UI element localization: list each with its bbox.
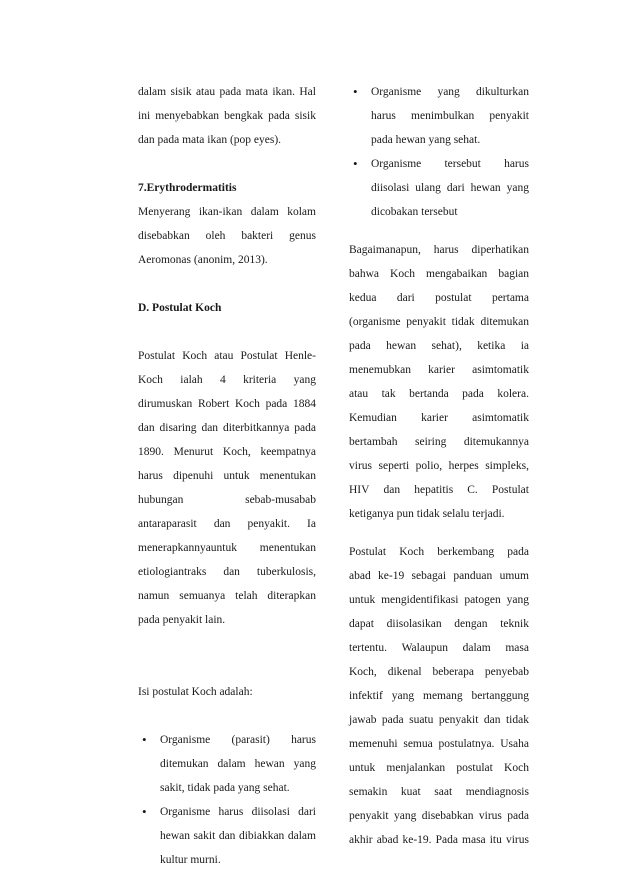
text-line: • Organisme harus diisolasi dari	[160, 806, 316, 818]
text-line: harus menimbulkan penyakit	[371, 110, 529, 122]
paragraph-postulat-berkembang	[349, 540, 529, 852]
text-line: • Organisme yang dikulturkan	[371, 86, 529, 98]
text-line: pada penyakit lain.	[138, 614, 226, 626]
paragraph-bagaimanapun	[349, 238, 529, 526]
list-item	[349, 80, 529, 152]
text-line: HIV dan hepatitis C. Postulat	[349, 484, 529, 496]
text-line: dirumuskan Robert Koch pada 1884	[138, 398, 316, 410]
text-line: dalam sisik atau pada mata ikan. Hal	[138, 86, 316, 98]
text-line: untuk mengidentifikasi patogen yang	[349, 594, 529, 606]
text-line: dapat diisolasikan dengan teknik	[349, 618, 529, 630]
text-line: sakit, tidak pada yang sehat.	[160, 782, 290, 794]
text-line: • Organisme tersebut harus	[371, 158, 529, 170]
text-line: Postulat Koch berkembang pada	[349, 546, 529, 558]
text-line: disebabkan oleh bakteri genus	[138, 230, 316, 242]
text-line: ditemukan dalam hewan yang	[160, 758, 316, 770]
text-line: bertambah seiring ditemukannya	[349, 436, 529, 448]
text-line: tertentu. Walaupun dalam masa	[349, 642, 529, 654]
text-line: ketiganya pun tidak selalu terjadi.	[349, 508, 505, 520]
text-line: Bagaimanapun, harus diperhatikan	[349, 244, 529, 256]
heading-postulat-koch: D. Postulat Koch	[138, 302, 222, 314]
text-line: semakin kuat saat mendiagnosis	[349, 786, 529, 798]
list-item	[138, 800, 316, 872]
text-line: Aeromonas (anonim, 2013).	[138, 254, 268, 266]
text-line: 1890. Menurut Koch, keempatnya	[138, 446, 316, 458]
text-line: Koch, dikenal beberapa penyebab	[349, 666, 529, 678]
text-line: dan disaring dan diterbitkannya pada	[138, 422, 316, 434]
postulate-list-continued	[349, 80, 529, 224]
text-line: dicobakan tersebut	[371, 206, 458, 218]
text-line: Koch ialah 4 kriteria yang	[138, 374, 316, 386]
paragraph-postulat-koch	[138, 344, 316, 632]
text-line: Postulat Koch atau Postulat Henle-	[138, 350, 316, 362]
text-line: ini menyebabkan bengkak pada sisik	[138, 110, 316, 122]
right-column	[349, 80, 529, 852]
text-line: penyakit yang disebabkan virus pada	[349, 810, 529, 822]
text-line: virus seperti polio, herpes simpleks,	[349, 460, 529, 472]
text-line: menerapkannyauntuk menentukan	[138, 542, 316, 554]
text-line: menemubkan karier asimtomatik	[349, 364, 529, 376]
paragraph-erythrodermatitis	[138, 200, 316, 272]
text-line: • Organisme (parasit) harus	[160, 734, 316, 746]
postulate-list	[138, 728, 316, 872]
text-line: pada hewan yang sehat.	[371, 134, 481, 146]
text-line: memenuhi semua postulatnya. Usaha	[349, 738, 529, 750]
list-item	[138, 728, 316, 800]
text-line: harus dipenuhi untuk menentukan	[138, 470, 316, 482]
text-line: etiologiantraks dan tuberkulosis,	[138, 566, 316, 578]
heading-erythrodermatitis: 7.Erythrodermatitis	[138, 182, 237, 194]
text-line: kedua dari postulat pertama	[349, 292, 529, 304]
text-line: namun semuanya telah diterapkan	[138, 590, 316, 602]
postulate-intro: Isi postulat Koch adalah:	[138, 686, 253, 698]
text-line: akhir abad ke-19. Pada masa itu virus	[349, 834, 529, 846]
text-line: infektif yang memang bertanggung	[349, 690, 529, 702]
text-line: Menyerang ikan-ikan dalam kolam	[138, 206, 316, 218]
list-item	[349, 152, 529, 224]
text-line: bahwa Koch mengabaikan bagian	[349, 268, 529, 280]
text-line: jawab pada suatu penyakit dan tidak	[349, 714, 529, 726]
text-line: antaraparasit dan penyakit. Ia	[138, 518, 316, 530]
text-line: dan pada mata ikan (pop eyes).	[138, 134, 282, 146]
left-column	[138, 80, 316, 872]
text-line: pada hewan sehat), ketika ia	[349, 340, 529, 352]
text-line: diisolasi ulang dari hewan yang	[371, 182, 529, 194]
text-line: (organisme penyakit tidak ditemukan	[349, 316, 529, 328]
text-line: abad ke-19 sebagai panduan umum	[349, 570, 529, 582]
text-line: hubungan sebab-musabab	[138, 494, 316, 506]
text-line: kultur murni.	[160, 854, 221, 866]
text-line: Kemudian karier asimtomatik	[349, 412, 529, 424]
text-line: atau tak bertanda pada kolera.	[349, 388, 529, 400]
paragraph-continuation	[138, 80, 316, 152]
text-line: hewan sakit dan dibiakkan dalam	[160, 830, 316, 842]
text-line: untuk menjalankan postulat Koch	[349, 762, 529, 774]
